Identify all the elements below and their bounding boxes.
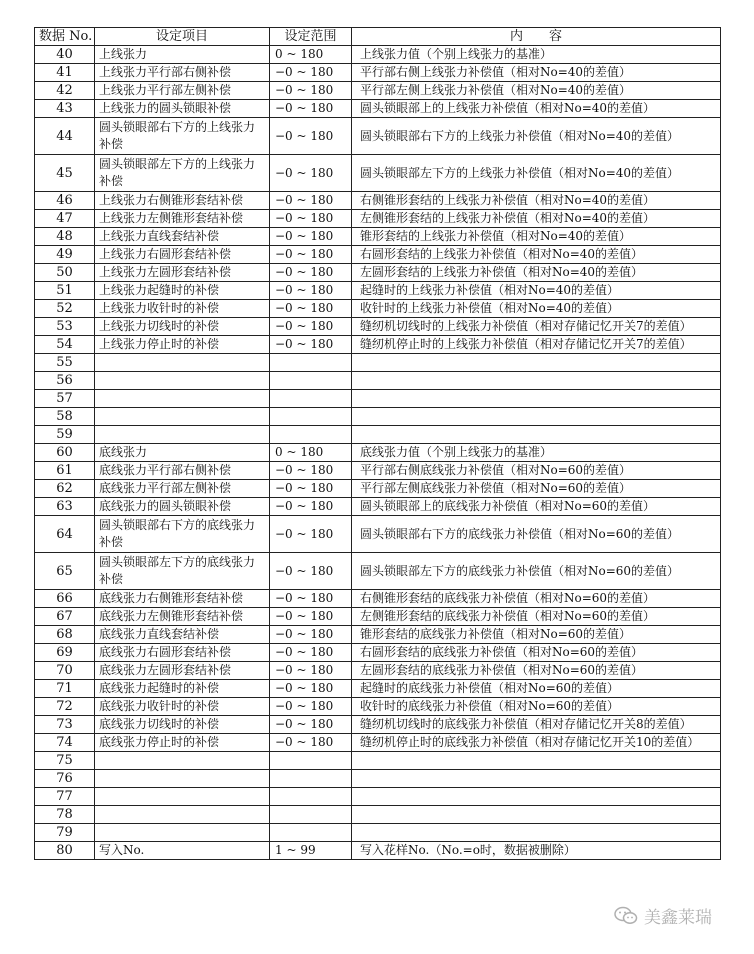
no-cell: 71 [35,680,95,698]
content-cell: 缝纫机切线时的底线张力补偿值（相对存储记忆开关8的差值） [352,716,721,734]
table-row [35,64,721,82]
table-row [35,100,721,118]
parameter-table [34,27,721,860]
item-cell: 圆头锁眼部右下方的底线张力补偿 [95,516,270,553]
no-cell: 55 [35,354,95,372]
no-cell: 65 [35,553,95,590]
item-cell [95,752,270,770]
table-row [35,354,721,372]
range-cell: −0 ~ 180 [270,644,352,662]
watermark [614,903,712,928]
table-row [35,480,721,498]
range-cell: −0 ~ 180 [270,716,352,734]
item-cell: 上线张力切线时的补偿 [95,318,270,336]
table-row [35,824,721,842]
item-cell: 上线张力左侧锥形套结补偿 [95,210,270,228]
table-row [35,662,721,680]
no-cell: 44 [35,118,95,155]
range-cell: −0 ~ 180 [270,590,352,608]
no-cell: 49 [35,246,95,264]
item-cell [95,806,270,824]
table-row [35,444,721,462]
content-cell: 收针时的上线张力补偿值（相对No=40的差值） [352,300,721,318]
range-cell [270,824,352,842]
no-cell: 46 [35,192,95,210]
content-cell [352,824,721,842]
content-cell: 起缝时的上线张力补偿值（相对No=40的差值） [352,282,721,300]
range-cell: −0 ~ 180 [270,734,352,752]
item-cell: 上线张力 [95,46,270,64]
no-cell: 57 [35,390,95,408]
table-row [35,680,721,698]
content-cell: 锥形套结的底线张力补偿值（相对No=60的差值） [352,626,721,644]
table-row [35,210,721,228]
table-row [35,698,721,716]
no-cell: 80 [35,842,95,860]
content-cell: 圆头锁眼部上的上线张力补偿值（相对No=40的差值） [352,100,721,118]
no-cell: 76 [35,770,95,788]
range-cell: −0 ~ 180 [270,155,352,192]
range-cell: −0 ~ 180 [270,118,352,155]
range-cell [270,770,352,788]
no-cell: 78 [35,806,95,824]
content-cell: 左侧锥形套结的底线张力补偿值（相对No=60的差值） [352,608,721,626]
range-cell [270,354,352,372]
range-cell: −0 ~ 180 [270,300,352,318]
item-cell: 上线张力左圆形套结补偿 [95,264,270,282]
no-cell: 53 [35,318,95,336]
no-cell: 45 [35,155,95,192]
range-cell: −0 ~ 180 [270,462,352,480]
no-cell: 61 [35,462,95,480]
content-cell: 圆头锁眼部上的底线张力补偿值（相对No=60的差值） [352,498,721,516]
item-cell [95,426,270,444]
item-cell: 底线张力停止时的补偿 [95,734,270,752]
no-cell: 66 [35,590,95,608]
header-content: 内 容 [352,28,721,46]
item-cell [95,354,270,372]
content-cell: 写入花样No.（No.=o时，数据被删除） [352,842,721,860]
item-cell: 底线张力起缝时的补偿 [95,680,270,698]
header-no: 数据 No. [35,28,95,46]
range-cell: −0 ~ 180 [270,516,352,553]
header-range: 设定范围 [270,28,352,46]
no-cell: 51 [35,282,95,300]
content-cell: 右侧锥形套结的底线张力补偿值（相对No=60的差值） [352,590,721,608]
content-cell [352,770,721,788]
table-row [35,716,721,734]
range-cell: −0 ~ 180 [270,192,352,210]
item-cell: 底线张力左圆形套结补偿 [95,662,270,680]
item-cell: 上线张力右侧锥形套结补偿 [95,192,270,210]
table-row [35,282,721,300]
content-cell: 左侧锥形套结的上线张力补偿值（相对No=40的差值） [352,210,721,228]
item-cell [95,372,270,390]
no-cell: 70 [35,662,95,680]
no-cell: 67 [35,608,95,626]
table-row [35,408,721,426]
range-cell: 0 ~ 180 [270,444,352,462]
range-cell: −0 ~ 180 [270,246,352,264]
item-cell: 底线张力 [95,444,270,462]
table-row [35,192,721,210]
range-cell: −0 ~ 180 [270,626,352,644]
range-cell: −0 ~ 180 [270,228,352,246]
range-cell: −0 ~ 180 [270,318,352,336]
table-row [35,608,721,626]
no-cell: 74 [35,734,95,752]
item-cell: 上线张力平行部右侧补偿 [95,64,270,82]
item-cell: 上线张力停止时的补偿 [95,336,270,354]
no-cell: 77 [35,788,95,806]
table-row [35,372,721,390]
no-cell: 69 [35,644,95,662]
content-cell [352,390,721,408]
table-row [35,264,721,282]
table-row [35,644,721,662]
item-cell: 上线张力右圆形套结补偿 [95,246,270,264]
table-row [35,118,721,155]
content-cell: 圆头锁眼部左下方的上线张力补偿值（相对No=40的差值） [352,155,721,192]
content-cell: 左圆形套结的上线张力补偿值（相对No=40的差值） [352,264,721,282]
table-row [35,336,721,354]
content-cell: 圆头锁眼部左下方的底线张力补偿值（相对No=60的差值） [352,553,721,590]
range-cell [270,390,352,408]
no-cell: 50 [35,264,95,282]
table-row [35,788,721,806]
table-row [35,734,721,752]
item-cell: 底线张力右侧锥形套结补偿 [95,590,270,608]
range-cell [270,426,352,444]
content-cell: 缝纫机停止时的底线张力补偿值（相对存储记忆开关10的差值） [352,734,721,752]
no-cell: 62 [35,480,95,498]
range-cell: −0 ~ 180 [270,498,352,516]
table-row [35,426,721,444]
content-cell [352,372,721,390]
table-row [35,553,721,590]
range-cell: −0 ~ 180 [270,698,352,716]
no-cell: 52 [35,300,95,318]
no-cell: 40 [35,46,95,64]
table-row [35,246,721,264]
item-cell: 底线张力直线套结补偿 [95,626,270,644]
item-cell: 上线张力起缝时的补偿 [95,282,270,300]
range-cell [270,806,352,824]
table-row [35,82,721,100]
table-row [35,842,721,860]
content-cell: 圆头锁眼部右下方的底线张力补偿值（相对No=60的差值） [352,516,721,553]
no-cell: 68 [35,626,95,644]
no-cell: 63 [35,498,95,516]
item-cell: 底线张力的圆头锁眼补偿 [95,498,270,516]
header-item: 设定项目 [95,28,270,46]
content-cell: 上线张力值（个别上线张力的基准） [352,46,721,64]
no-cell: 41 [35,64,95,82]
item-cell: 圆头锁眼部右下方的上线张力补偿 [95,118,270,155]
watermark-text: 美鑫莱瑞 [644,908,712,928]
content-cell [352,752,721,770]
item-cell: 底线张力左侧锥形套结补偿 [95,608,270,626]
item-cell: 底线张力收针时的补偿 [95,698,270,716]
range-cell: −0 ~ 180 [270,264,352,282]
content-cell: 平行部右侧上线张力补偿值（相对No=40的差值） [352,64,721,82]
table-row [35,626,721,644]
table-row [35,770,721,788]
item-cell: 圆头锁眼部左下方的底线张力补偿 [95,553,270,590]
range-cell: −0 ~ 180 [270,680,352,698]
range-cell: 0 ~ 180 [270,46,352,64]
content-cell: 锥形套结的上线张力补偿值（相对No=40的差值） [352,228,721,246]
range-cell: 1 ~ 99 [270,842,352,860]
table-row [35,318,721,336]
range-cell: −0 ~ 180 [270,64,352,82]
content-cell [352,354,721,372]
item-cell: 上线张力的圆头锁眼补偿 [95,100,270,118]
content-cell: 缝纫机停止时的上线张力补偿值（相对存储记忆开关7的差值） [352,336,721,354]
content-cell: 收针时的底线张力补偿值（相对No=60的差值） [352,698,721,716]
content-cell [352,426,721,444]
table-row [35,228,721,246]
content-cell: 圆头锁眼部右下方的上线张力补偿值（相对No=40的差值） [352,118,721,155]
item-cell: 上线张力直线套结补偿 [95,228,270,246]
content-cell: 左圆形套结的底线张力补偿值（相对No=60的差值） [352,662,721,680]
no-cell: 59 [35,426,95,444]
content-cell: 起缝时的底线张力补偿值（相对No=60的差值） [352,680,721,698]
no-cell: 72 [35,698,95,716]
range-cell: −0 ~ 180 [270,100,352,118]
range-cell [270,408,352,426]
range-cell [270,372,352,390]
range-cell: −0 ~ 180 [270,553,352,590]
table-row [35,300,721,318]
content-cell: 平行部左侧底线张力补偿值（相对No=60的差值） [352,480,721,498]
content-cell [352,408,721,426]
no-cell: 58 [35,408,95,426]
table-row [35,390,721,408]
item-cell [95,788,270,806]
table-row [35,590,721,608]
range-cell: −0 ~ 180 [270,282,352,300]
table-row [35,806,721,824]
content-cell: 右圆形套结的底线张力补偿值（相对No=60的差值） [352,644,721,662]
table-row [35,498,721,516]
content-cell: 底线张力值（个别上线张力的基准） [352,444,721,462]
no-cell: 60 [35,444,95,462]
content-cell: 平行部右侧底线张力补偿值（相对No=60的差值） [352,462,721,480]
item-cell: 圆头锁眼部左下方的上线张力补偿 [95,155,270,192]
range-cell: −0 ~ 180 [270,210,352,228]
content-cell: 右圆形套结的上线张力补偿值（相对No=40的差值） [352,246,721,264]
content-cell [352,806,721,824]
item-cell [95,824,270,842]
item-cell: 底线张力右圆形套结补偿 [95,644,270,662]
no-cell: 42 [35,82,95,100]
table-row [35,462,721,480]
content-cell: 右侧锥形套结的上线张力补偿值（相对No=40的差值） [352,192,721,210]
no-cell: 79 [35,824,95,842]
no-cell: 47 [35,210,95,228]
no-cell: 56 [35,372,95,390]
range-cell: −0 ~ 180 [270,336,352,354]
content-cell [352,788,721,806]
no-cell: 48 [35,228,95,246]
item-cell: 底线张力平行部右侧补偿 [95,462,270,480]
table-body [35,46,721,860]
item-cell: 上线张力平行部左侧补偿 [95,82,270,100]
item-cell: 底线张力切线时的补偿 [95,716,270,734]
table-row [35,155,721,192]
item-cell: 上线张力收针时的补偿 [95,300,270,318]
item-cell [95,408,270,426]
range-cell [270,752,352,770]
no-cell: 54 [35,336,95,354]
table-row [35,46,721,64]
table-row [35,516,721,553]
table-header-row [35,28,721,46]
range-cell: −0 ~ 180 [270,608,352,626]
item-cell [95,770,270,788]
range-cell [270,788,352,806]
no-cell: 43 [35,100,95,118]
no-cell: 75 [35,752,95,770]
range-cell: −0 ~ 180 [270,480,352,498]
range-cell: −0 ~ 180 [270,82,352,100]
item-cell: 写入No. [95,842,270,860]
item-cell: 底线张力平行部左侧补偿 [95,480,270,498]
content-cell: 缝纫机切线时的上线张力补偿值（相对存储记忆开关7的差值） [352,318,721,336]
content-cell: 平行部左侧上线张力补偿值（相对No=40的差值） [352,82,721,100]
no-cell: 73 [35,716,95,734]
item-cell [95,390,270,408]
no-cell: 64 [35,516,95,553]
table-row [35,752,721,770]
range-cell: −0 ~ 180 [270,662,352,680]
wechat-icon [614,906,638,926]
